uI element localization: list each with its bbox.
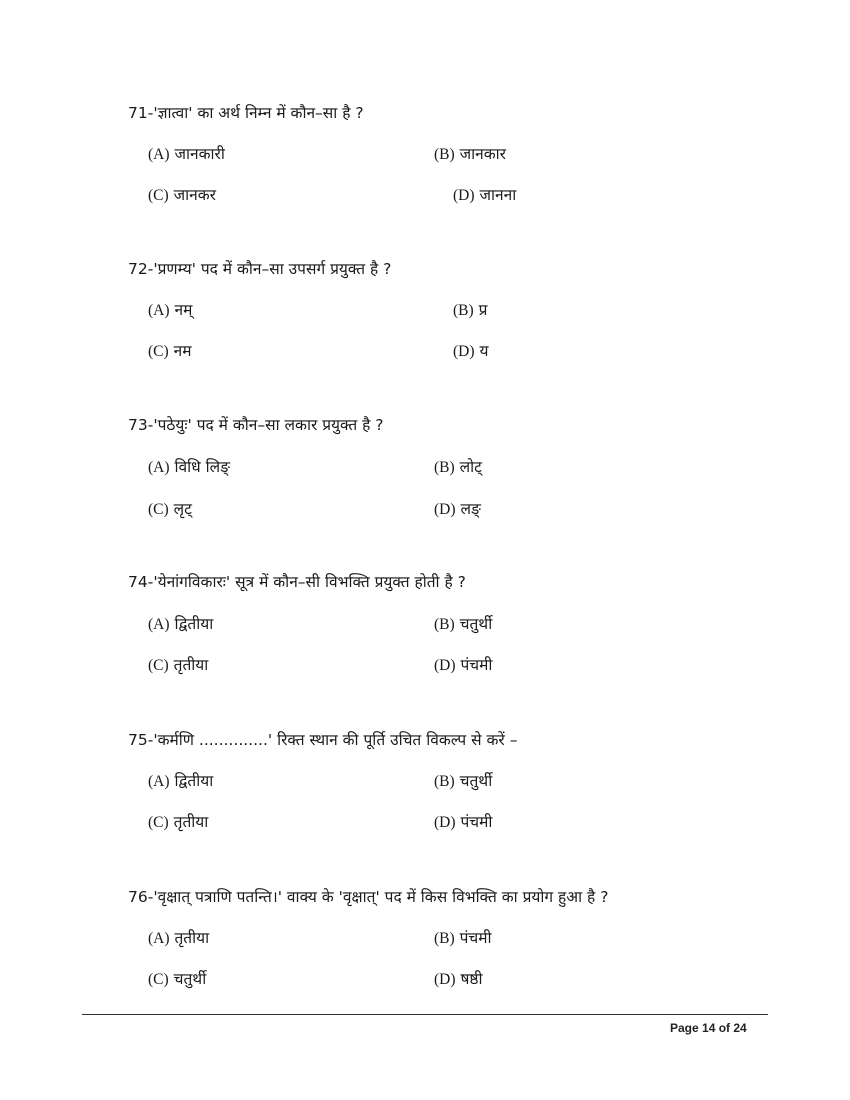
- option-b: (B) पंचमी: [434, 929, 492, 947]
- question-text: 75-'कर्मणि ..............' रिक्त स्थान की पूर्ति उचित विकल्प से करें –: [128, 731, 518, 749]
- option-b: (B) जानकार: [434, 145, 506, 163]
- option-a: (A) जानकारी: [148, 145, 225, 163]
- option-a: (A) विधि लिङ्: [148, 458, 230, 476]
- option-a: (A) द्वितीया: [148, 772, 214, 790]
- question-text: 73-'पठेयुः' पद में कौन–सा लकार प्रयुक्त है ?: [128, 416, 384, 434]
- option-c: (C) जानकर: [148, 186, 216, 204]
- option-d: (D) जानना: [453, 186, 517, 204]
- footer-divider: [82, 1014, 768, 1015]
- option-a: (A) द्वितीया: [148, 615, 214, 633]
- option-b: (B) चतुर्थी: [434, 615, 493, 633]
- question-text: 76-'वृक्षात् पत्राणि पतन्ति।' वाक्य के 'वृक्षात्' पद में किस विभक्ति का प्रयोग हुआ है ?: [128, 888, 609, 906]
- option-b: (B) लोट्: [434, 458, 482, 476]
- option-d: (D) य: [453, 342, 489, 360]
- option-d: (D) लङ्: [434, 500, 481, 518]
- question-text: 74-'येनांगविकारः' सूत्र में कौन–सी विभक्ति प्रयुक्त होती है ?: [128, 573, 466, 591]
- option-c: (C) नम: [148, 342, 192, 360]
- option-b: (B) प्र: [453, 301, 488, 319]
- option-a: (A) तृतीया: [148, 929, 210, 947]
- option-d: (D) पंचमी: [434, 656, 493, 674]
- option-c: (C) लृट्: [148, 500, 192, 518]
- option-b: (B) चतुर्थी: [434, 772, 493, 790]
- option-d: (D) पंचमी: [434, 813, 493, 831]
- option-d: (D) षष्ठी: [434, 970, 483, 988]
- option-a: (A) नम्: [148, 301, 193, 319]
- question-text: 72-'प्रणम्य' पद में कौन–सा उपसर्ग प्रयुक्त है ?: [128, 260, 392, 278]
- option-c: (C) तृतीया: [148, 813, 209, 831]
- option-c: (C) तृतीया: [148, 656, 209, 674]
- question-text: 71-'ज्ञात्वा' का अर्थ निम्न में कौन–सा है ?: [128, 104, 364, 122]
- option-c: (C) चतुर्थी: [148, 970, 207, 988]
- page-number: Page 14 of 24: [670, 1021, 747, 1035]
